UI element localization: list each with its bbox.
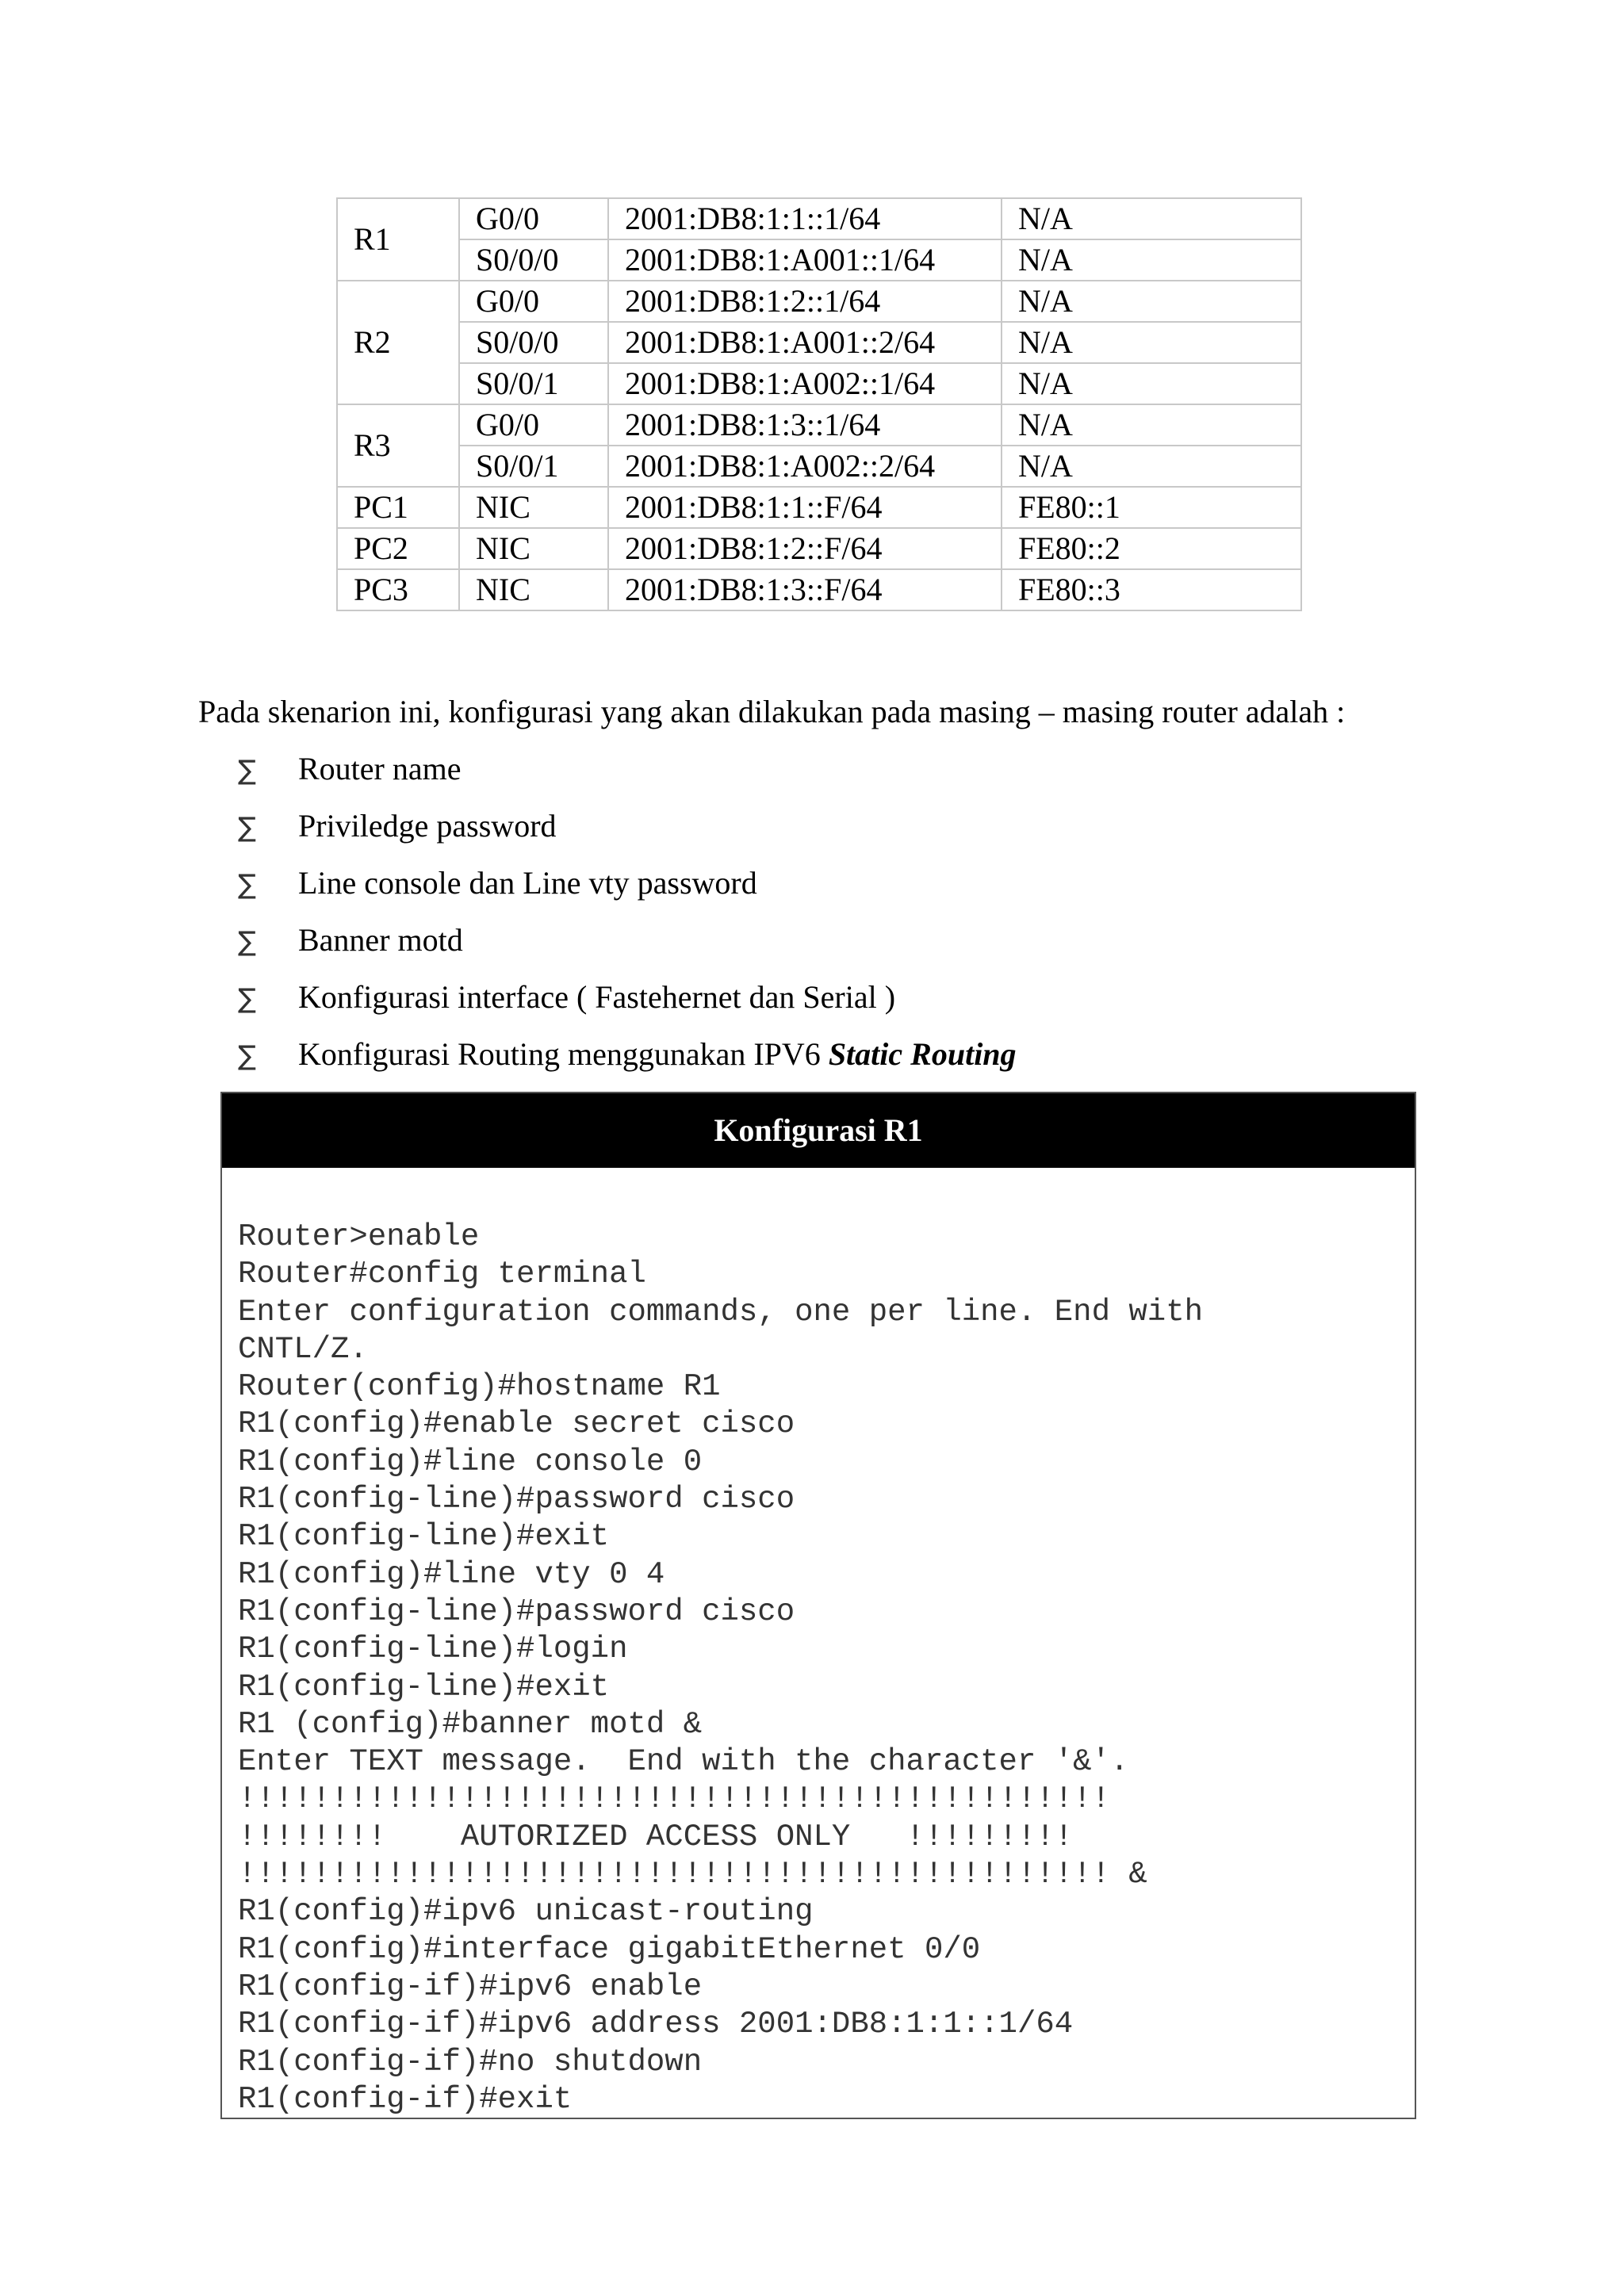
config-line: R1(config)#line vty 0 4 — [238, 1556, 665, 1592]
addressing-table-body — [337, 198, 1301, 610]
table-row — [337, 569, 1301, 610]
config-line: R1(config-if)#no shutdown — [238, 2044, 703, 2080]
config-line: R1(config)#ipv6 unicast-routing — [238, 1894, 814, 1930]
list-item-text: Router name — [298, 751, 462, 786]
list-item-text: Line console dan Line vty password — [298, 865, 757, 901]
list-item — [238, 918, 1017, 975]
interface-cell: S0/0/1 — [459, 446, 608, 487]
interface-cell: S0/0/0 — [459, 322, 608, 363]
bullet-symbol: ∑ — [238, 869, 256, 901]
interface-cell: S0/0/0 — [459, 239, 608, 281]
gateway-cell: N/A — [1002, 446, 1301, 487]
table-row — [337, 363, 1301, 404]
gateway-cell: N/A — [1002, 322, 1301, 363]
bullet-symbol: ∑ — [238, 926, 256, 958]
config-line: R1(config-if)#ipv6 enable — [238, 1969, 703, 2004]
list-item-emphasis: Static Routing — [828, 1036, 1017, 1072]
bullet-symbol: ∑ — [238, 812, 256, 844]
list-item-text: Konfigurasi Routing menggunakan IPV6 — [298, 1036, 829, 1072]
bullet-symbol: ∑ — [238, 755, 256, 786]
gateway-cell: N/A — [1002, 363, 1301, 404]
interface-cell: S0/0/1 — [459, 363, 608, 404]
config-line: R1(config-line)#login — [238, 1632, 628, 1667]
config-line: R1(config-line)#exit — [238, 1519, 610, 1555]
list-item-text: Banner motd — [298, 922, 463, 958]
table-row — [337, 528, 1301, 569]
list-item — [238, 804, 1017, 861]
config-panel — [220, 1092, 1416, 2119]
config-line: !!!!!!!!!!!!!!!!!!!!!!!!!!!!!!!!!!!!!!!!!!!!!!! — [238, 1781, 1110, 1817]
config-line: R1(config)#line console 0 — [238, 1444, 703, 1479]
ipv6-address-cell: 2001:DB8:1:2::1/64 — [608, 281, 1002, 322]
config-line: !!!!!!!!!!!!!!!!!!!!!!!!!!!!!!!!!!!!!!!!!!!!!!! & — [238, 1857, 1147, 1892]
list-item — [238, 861, 1017, 918]
table-row — [337, 487, 1301, 528]
config-line: CNTL/Z. — [238, 1331, 368, 1367]
interface-cell: NIC — [459, 528, 608, 569]
ipv6-address-cell: 2001:DB8:1:A002::1/64 — [608, 363, 1002, 404]
config-line: Enter TEXT message. End with the character '&'. — [238, 1744, 1129, 1780]
config-line: Router#config terminal — [238, 1257, 646, 1292]
table-row — [337, 281, 1301, 322]
config-line: R1(config-line)#exit — [238, 1669, 610, 1705]
ipv6-address-cell: 2001:DB8:1:1::F/64 — [608, 487, 1002, 528]
device-cell: R3 — [337, 404, 459, 487]
config-line: R1(config-if)#ipv6 address 2001:DB8:1:1::1/64 — [238, 2007, 1074, 2042]
config-terminal-output — [222, 1168, 1415, 2118]
device-cell: PC2 — [337, 528, 459, 569]
config-line: Enter configuration commands, one per line. End with — [238, 1294, 1203, 1330]
interface-cell: G0/0 — [459, 198, 608, 239]
device-cell: PC1 — [337, 487, 459, 528]
ipv6-address-cell: 2001:DB8:1:A001::2/64 — [608, 322, 1002, 363]
ipv6-address-cell: 2001:DB8:1:A001::1/64 — [608, 239, 1002, 281]
list-item — [238, 747, 1017, 804]
gateway-cell: FE80::2 — [1002, 528, 1301, 569]
config-line: R1 (config)#banner motd & — [238, 1706, 703, 1742]
config-line: R1(config-line)#password cisco — [238, 1482, 795, 1517]
gateway-cell: N/A — [1002, 239, 1301, 281]
device-cell: PC3 — [337, 569, 459, 610]
config-line: Router(config)#hostname R1 — [238, 1369, 721, 1405]
table-row — [337, 446, 1301, 487]
config-line: R1(config-line)#password cisco — [238, 1594, 795, 1629]
interface-cell: NIC — [459, 487, 608, 528]
list-item — [238, 975, 1017, 1032]
table-row — [337, 198, 1301, 239]
table-row — [337, 239, 1301, 281]
gateway-cell: FE80::3 — [1002, 569, 1301, 610]
ipv6-address-cell: 2001:DB8:1:3::F/64 — [608, 569, 1002, 610]
list-item-text: Konfigurasi interface ( Fastehernet dan Serial ) — [298, 979, 896, 1015]
config-line: Router>enable — [238, 1219, 480, 1254]
config-line: R1(config)#enable secret cisco — [238, 1406, 795, 1442]
config-line: !!!!!!!! AUTORIZED ACCESS ONLY !!!!!!!!! — [238, 1819, 1074, 1854]
gateway-cell: N/A — [1002, 198, 1301, 239]
ipv6-address-cell: 2001:DB8:1:1::1/64 — [608, 198, 1002, 239]
bullet-symbol: ∑ — [238, 983, 256, 1015]
config-line: R1(config)#interface gigabitEthernet 0/0 — [238, 1931, 981, 1967]
gateway-cell: N/A — [1002, 281, 1301, 322]
list-item-text: Priviledge password — [298, 808, 557, 844]
addressing-table — [336, 197, 1302, 611]
table-row — [337, 404, 1301, 446]
ipv6-address-cell: 2001:DB8:1:2::F/64 — [608, 528, 1002, 569]
device-cell: R1 — [337, 198, 459, 281]
config-line: R1(config-if)#exit — [238, 2081, 573, 2117]
ipv6-address-cell: 2001:DB8:1:3::1/64 — [608, 404, 1002, 446]
interface-cell: G0/0 — [459, 404, 608, 446]
gateway-cell: N/A — [1002, 404, 1301, 446]
intro-paragraph: Pada skenarion ini, konfigurasi yang akan dilakukan pada masing – masing router adalah : — [198, 694, 1346, 729]
config-panel-title: Konfigurasi R1 — [222, 1093, 1415, 1168]
config-task-list — [238, 747, 1017, 1089]
list-item — [238, 1032, 1017, 1089]
bullet-symbol: ∑ — [238, 1040, 256, 1072]
interface-cell: NIC — [459, 569, 608, 610]
table-row — [337, 322, 1301, 363]
interface-cell: G0/0 — [459, 281, 608, 322]
device-cell: R2 — [337, 281, 459, 404]
gateway-cell: FE80::1 — [1002, 487, 1301, 528]
ipv6-address-cell: 2001:DB8:1:A002::2/64 — [608, 446, 1002, 487]
